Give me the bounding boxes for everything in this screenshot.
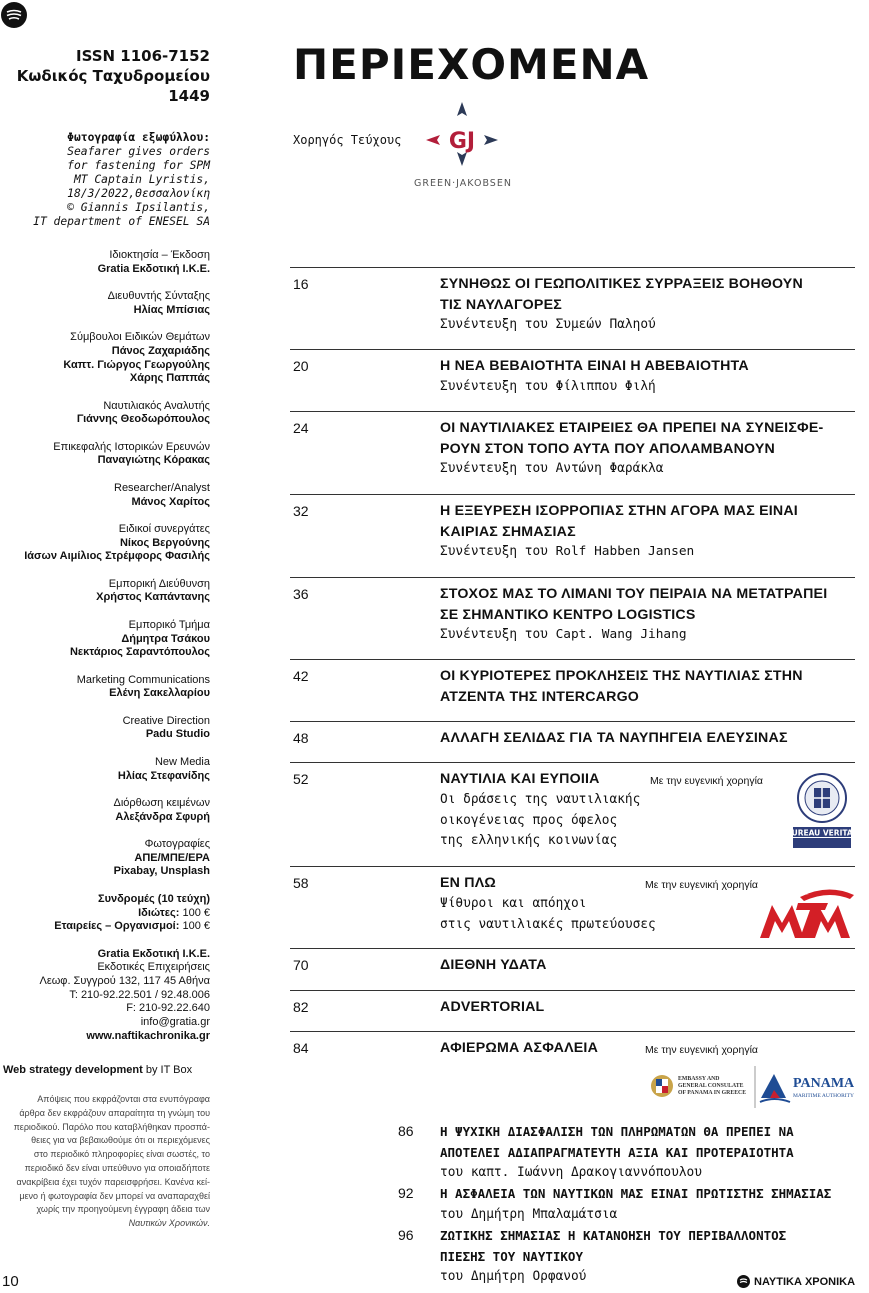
- staff-name: ΑΠΕ/ΜΠΕ/EPA: [134, 851, 210, 864]
- toc-subtitle: Συνέντευξη του Φίλιππου Φιλή: [440, 379, 656, 394]
- staff-role: Εμπορική Διεύθυνση: [108, 577, 210, 590]
- panama-authority-sub: MARITIME AUTHORITY: [793, 1093, 854, 1099]
- toc-title[interactable]: ΑΦΙΕΡΩΜΑ ΑΣΦΑΛΕΙΑ: [440, 1040, 599, 1056]
- staff-role: Ιδιοκτησία – Έκδοση: [109, 249, 210, 261]
- toc-title[interactable]: ΑΛΛΑΓΗ ΣΕΛΙΔΑΣ ΓΙΑ ΤΑ ΝΑΥΠΗΓΕΙΑ ΕΛΕΥΣΙΝΑΣ: [440, 730, 788, 746]
- sponsor-label: Χορηγός Τεύχους: [293, 133, 402, 147]
- staff-role: Διευθυντής Σύνταξης: [107, 290, 210, 303]
- staff-name: Χρήστος Καπάντανης: [96, 591, 210, 604]
- courtesy-label: Με την ευγενική χορηγία: [645, 879, 758, 891]
- staff-name: Χάρης Παππάς: [129, 372, 210, 385]
- staff-role: Φωτογραφίες: [144, 838, 210, 851]
- toc-page[interactable]: 52: [293, 771, 309, 787]
- safety-author: του Δημήτρη Ορφανού: [440, 1269, 587, 1284]
- divider: [290, 411, 855, 412]
- staff-role: Σύμβουλοι Ειδικών Θεμάτων: [70, 331, 210, 344]
- issn: ISSN 1106-7152: [75, 47, 210, 65]
- staff-group: [0, 441, 210, 468]
- cover-line: Seafarer gives orders: [67, 145, 210, 158]
- consulate-text: EMBASSY AND GENERAL CONSULATE OF PANAMA IN GREECE: [678, 1076, 747, 1096]
- courtesy-label: Με την ευγενική χορηγία: [645, 1044, 758, 1056]
- staff-role: Ναυτιλιακός Αναλυτής: [103, 399, 210, 412]
- toc-subtitle: Συνέντευξη του Capt. Wang Jihang: [440, 627, 687, 642]
- divider: [290, 948, 855, 949]
- staff-role: Διόρθωση κειμένων: [113, 796, 210, 809]
- safety-title[interactable]: Η ΨΥΧΙΚΗ ΔΙΑΣΦΑΛΙΣΗ ΤΩΝ ΠΛΗΡΩΜΑΤΩΝ ΘΑ ΠΡΕΠΕΙ ΝΑ ΑΠΟΤΕΛΕΙ ΑΔΙΑΠΡΑΓΜΑΤΕΥΤΗ ΑΞΙΑ ΚΑΙ ΠΡΟΤΕΡΑΙΟΤΗΤΑ: [440, 1124, 794, 1160]
- divider: [290, 721, 855, 722]
- divider: [290, 866, 855, 867]
- staff-group: [0, 249, 210, 276]
- safety-page[interactable]: 86: [398, 1123, 414, 1139]
- disclaimer-line: χωρίς την προηγούμενη έγγραφη άδεια των: [36, 1204, 210, 1215]
- toc-page[interactable]: 48: [293, 730, 309, 746]
- staff-name: Padu Studio: [145, 728, 210, 741]
- cover-line: © Giannis Ipsilantis,: [67, 201, 210, 214]
- staff-group: [0, 400, 210, 427]
- staff-name: Δήμητρα Τσάκου: [121, 632, 210, 645]
- divider: [290, 762, 855, 763]
- toc-title[interactable]: ΣΤΟΧΟΣ ΜΑΣ ΤΟ ΛΙΜΑΝΙ ΤΟΥ ΠΕΙΡΑΙΑ ΝΑ ΜΕΤΑΤΡΑΠΕΙ ΣΕ ΣΗΜΑΝΤΙΚΟ ΚΕΝΤΡΟ LOGISTICS: [440, 586, 828, 623]
- staff-name: Αλεξάνδρα Σφυρή: [115, 810, 210, 823]
- disclaimer-line: Απόψεις που εκφράζονται στα ενυπόγραφα: [37, 1094, 210, 1104]
- toc-subtitle: Συνέντευξη του Rolf Habben Jansen: [440, 544, 695, 559]
- staff-group: [0, 619, 210, 660]
- staff-name: Pixabay, Unsplash: [113, 865, 210, 878]
- toc-page[interactable]: 58: [293, 875, 309, 891]
- staff-role: Creative Direction: [122, 714, 210, 727]
- staff-name: Gratia Εκδοτική Ι.Κ.Ε.: [97, 262, 210, 275]
- disclaimer-line: περιοδικό δεν είναι υπεύθυνο για οποιαδήποτε: [24, 1162, 210, 1173]
- disclaimer-line: περιοδικού. Παρόλο που καταβλήθηκαν προσπά-: [13, 1121, 210, 1132]
- staff-name: Μάνος Χαρίτος: [131, 495, 210, 508]
- disclaimer-line: στο περιοδικό πληροφορίες είναι σωστές, το: [33, 1149, 210, 1160]
- staff-group: [0, 290, 210, 317]
- companies-price: 100 €: [182, 920, 210, 933]
- divider: [290, 577, 855, 578]
- toc-page[interactable]: 42: [293, 668, 309, 684]
- companies-label: Εταιρείες – Οργανισμοί:: [54, 920, 180, 933]
- safety-title[interactable]: ΖΩΤΙΚΗΣ ΣΗΜΑΣΙΑΣ Η ΚΑΤΑΝΟΗΣΗ ΤΟΥ ΠΕΡΙΒΑΛΛΟΝΤΟΣ ΠΙΕΣΗΣ ΤΟΥ ΝΑΥΤΙΚΟΥ: [440, 1228, 787, 1264]
- publisher-name: Gratia Εκδοτική Ι.Κ.Ε.: [97, 947, 210, 960]
- toc-page[interactable]: 70: [293, 957, 309, 973]
- toc-title[interactable]: ADVERTORIAL: [440, 999, 545, 1015]
- mtm-logo: [758, 885, 855, 940]
- toc-title[interactable]: Η ΝΕΑ ΒΕΒΑΙΟΤΗΤΑ ΕΙΝΑΙ Η ΑΒΕΒΑΙΟΤΗΤΑ: [440, 358, 749, 374]
- staff-group: [0, 756, 210, 783]
- brand-icon: [737, 1275, 750, 1288]
- mtm-wordmark: MTM: [806, 895, 809, 896]
- staff-role: New Media: [154, 755, 210, 768]
- disclaimer-line: μενο ή φωτογραφία δεν μπορεί να αναπαραχθεί: [19, 1190, 210, 1201]
- safety-author: του Δημήτρη Μπαλαμάτσια: [440, 1207, 618, 1222]
- staff-name: Ελένη Σακελλαρίου: [109, 687, 210, 700]
- postal-code: 1449: [168, 87, 210, 105]
- staff-group: [0, 674, 210, 701]
- subscriptions: [0, 893, 210, 934]
- toc-page[interactable]: 82: [293, 999, 309, 1015]
- publisher-line: F: 210-92.22.640: [126, 1002, 210, 1015]
- cover-line: 18/3/2022,Θεσσαλονίκη: [67, 187, 210, 200]
- bv-logo-line1: BUREAU VERITAS: [785, 828, 859, 838]
- green-jakobsen-logo: [388, 100, 538, 192]
- toc-title[interactable]: ΔΙΕΘΝΗ ΥΔΑΤΑ: [440, 957, 547, 973]
- toc-page[interactable]: 84: [293, 1040, 309, 1056]
- divider: [290, 349, 855, 350]
- brand-wordmark: ΝΑΥΤΙΚΑ ΧΡΟΝΙΚΑ: [754, 1276, 856, 1288]
- postal-label: Κωδικός Ταχυδρομείου: [16, 67, 210, 85]
- page-number: 10: [2, 1273, 19, 1290]
- staff-name: Νίκος Βεργούνης: [119, 536, 210, 549]
- staff-name: Ηλίας Μπίσιας: [133, 303, 210, 316]
- disclaimer: [0, 1093, 210, 1231]
- cover-photo-label: Φωτογραφία εξωφύλλου:: [67, 131, 210, 144]
- masthead: [0, 46, 210, 106]
- page-title: ΠΕΡΙΕΧΟΜΕΝΑ: [293, 40, 650, 89]
- cover-line: MT Captain Lyristis,: [73, 173, 210, 186]
- divider: [290, 494, 855, 495]
- toc-subtitle: Ψίθυροι και απόηχοι στις ναυτιλιακές πρωτεύουσες: [440, 896, 656, 932]
- staff-name: Ιάσων Αιμίλιος Στρέμφορς Φασιλής: [24, 550, 210, 563]
- publisher-line: Εκδοτικές Επιχειρήσεις: [97, 961, 210, 974]
- toc-title[interactable]: ΟΙ ΚΥΡΙΟΤΕΡΕΣ ΠΡΟΚΛΗΣΕΙΣ ΤΗΣ ΝΑΥΤΙΛΙΑΣ ΣΤΗΝ ΑΤΖΕΝΤΑ ΤΗΣ INTERCARGO: [440, 668, 803, 705]
- toc-title[interactable]: ΣΥΝΗΘΩΣ ΟΙ ΓΕΩΠΟΛΙΤΙΚΕΣ ΣΥΡΡΑΞΕΙΣ ΒΟΗΘΟΥΝ ΤΙΣ ΝΑΥΛΑΓΟΡΕΣ: [440, 276, 803, 313]
- toc-page[interactable]: 24: [293, 420, 309, 436]
- staff-group: [0, 578, 210, 605]
- toc-title[interactable]: ΕΝ ΠΛΩ: [440, 875, 496, 891]
- safety-page[interactable]: 92: [398, 1185, 414, 1201]
- staff-role: Επικεφαλής Ιστορικών Ερευνών: [53, 440, 210, 453]
- web-strategy-credit: [3, 1064, 192, 1076]
- web-strategy-label: Web strategy development: [3, 1064, 143, 1076]
- toc-subtitle: Συνέντευξη του Συμεών Παληού: [440, 317, 656, 332]
- toc-page[interactable]: 32: [293, 503, 309, 519]
- gj-wordmark: GREEN·JAKOBSEN: [414, 178, 512, 189]
- cover-photo-credit: [0, 131, 210, 229]
- safety-title[interactable]: Η ΑΣΦΑΛΕΙΑ ΤΩΝ ΝΑΥΤΙΚΩΝ ΜΑΣ ΕΙΝΑΙ ΠΡΩΤΙΣΤΗΣ ΣΗΜΑΣΙΑΣ: [440, 1186, 832, 1201]
- disclaimer-line: άρθρα δεν εκφράζουν απαραίτητα τη γνώμη του: [19, 1107, 210, 1118]
- disclaimer-line: θειες για να βεβαιωθούμε ότι οι περιεχόμενες: [31, 1135, 210, 1146]
- toc-subtitle: Συνέντευξη του Αντώνη Φαράκλα: [440, 461, 664, 476]
- disclaimer-publication: Ναυτικών Χρονικών.: [128, 1218, 210, 1229]
- staff-group: [0, 715, 210, 742]
- individuals-price: 100 €: [182, 906, 210, 919]
- courtesy-label: Με την ευγενική χορηγία: [650, 775, 763, 787]
- staff-name: Καπτ. Γιώργος Γεωργούλης: [63, 358, 210, 371]
- disclaimer-line: ανακρίβεια έχει τυχόν παρεισφρήσει. Κανένα κεί-: [16, 1176, 210, 1187]
- publisher-website[interactable]: www.naftikachronika.gr: [86, 1029, 210, 1042]
- divider: [290, 1031, 855, 1032]
- safety-page[interactable]: 96: [398, 1227, 414, 1243]
- staff-group: [0, 523, 210, 564]
- web-strategy-by: by IT Box: [145, 1064, 193, 1076]
- safety-author: του καπτ. Ιωάννη Δρακογιαννόπουλου: [440, 1165, 702, 1180]
- staff-name: Ηλίας Στεφανίδης: [117, 769, 210, 782]
- toc-title[interactable]: ΝΑΥΤΙΛΙΑ ΚΑΙ ΕΥΠΟΙΙΑ: [440, 771, 600, 787]
- staff-role: Εμπορικό Τμήμα: [128, 618, 210, 631]
- magazine-logo-icon: [1, 2, 27, 28]
- staff-name: Νεκτάριος Σαραντόπουλος: [69, 646, 210, 659]
- divider: [290, 990, 855, 991]
- subscriptions-title: Συνδρομές (10 τεύχη): [98, 892, 210, 905]
- toc-title[interactable]: Η ΕΞΕΥΡΕΣΗ ΙΣΟΡΡΟΠΙΑΣ ΣΤΗΝ ΑΓΟΡΑ ΜΑΣ ΕΙΝΑΙ ΚΑΙΡΙΑΣ ΣΗΜΑΣΙΑΣ: [440, 503, 798, 540]
- staff-group: [0, 482, 210, 509]
- toc-title[interactable]: ΟΙ ΝΑΥΤΙΛΙΑΚΕΣ ΕΤΑΙΡΕΙΕΣ ΘΑ ΠΡΕΠΕΙ ΝΑ ΣΥΝΕΙΣΦΕ- ΡΟΥΝ ΣΤΟΝ ΤΟΠΟ ΑΥΤΑ ΠΟΥ ΑΠΟΛΑΜΒΑΝΟΥΝ: [440, 420, 824, 457]
- individuals-label: Ιδιώτες:: [138, 906, 180, 919]
- gj-monogram: GJ: [448, 129, 476, 154]
- toc-page[interactable]: 16: [293, 276, 309, 292]
- panama-authority-name: PANAMA: [793, 1076, 855, 1091]
- staff-credits: [0, 249, 210, 1044]
- publisher-line: Λεωφ. Συγγρού 132, 117 45 Αθήνα: [39, 975, 210, 988]
- publisher-line: T: 210-92.22.501 / 92.48.006: [69, 988, 210, 1001]
- divider: [290, 659, 855, 660]
- publisher-info: [0, 948, 210, 1044]
- toc-page[interactable]: 36: [293, 586, 309, 602]
- staff-role: Marketing Communications: [76, 673, 210, 686]
- cover-line: for fastening for SPM: [67, 159, 210, 172]
- staff-name: Παναγιώτης Κόρακας: [97, 454, 210, 467]
- staff-group: [0, 838, 210, 879]
- staff-group: [0, 797, 210, 824]
- cover-line: IT department of ENESEL SA: [33, 215, 210, 228]
- bureau-veritas-logo: [785, 770, 859, 850]
- publisher-email[interactable]: info@gratia.gr: [140, 1016, 210, 1029]
- toc-page[interactable]: 20: [293, 358, 309, 374]
- staff-role: Researcher/Analyst: [114, 481, 210, 494]
- staff-name: Γιάννης Θεοδωρόπουλος: [76, 413, 210, 426]
- staff-name: Πάνος Ζαχαριάδης: [111, 344, 210, 357]
- toc-subtitle: Οι δράσεις της ναυτιλιακής οικογένειας προς όφελος της ελληνικής κοινωνίας: [440, 792, 641, 848]
- staff-group: [0, 331, 210, 386]
- divider: [290, 267, 855, 268]
- staff-role: Ειδικοί συνεργάτες: [118, 522, 210, 535]
- panama-logos: [648, 1064, 860, 1110]
